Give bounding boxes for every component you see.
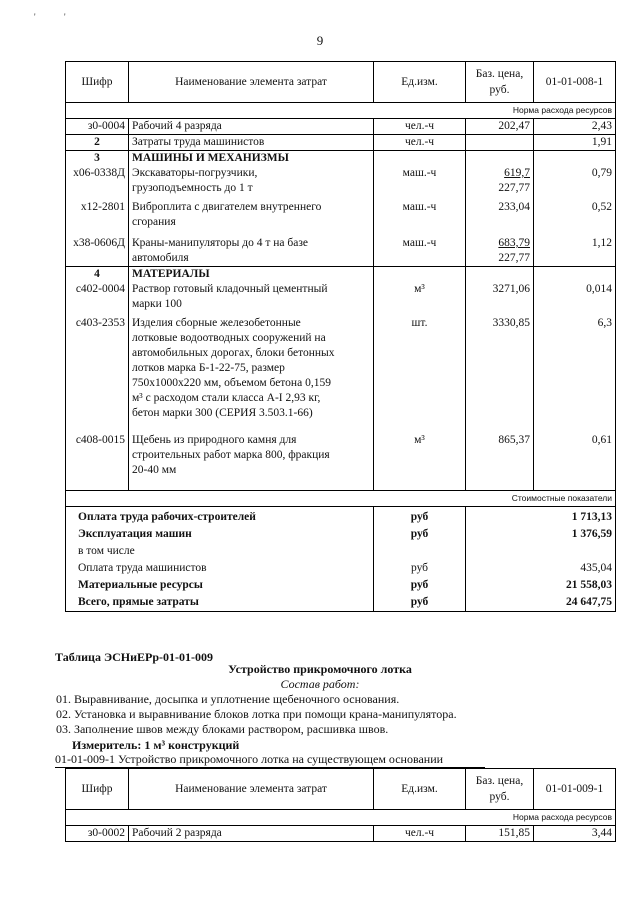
row-unit: маш.-ч [374, 196, 466, 230]
resource-table-01-01-008-1 [65, 61, 616, 612]
row-unit: маш.-ч [374, 230, 466, 267]
row-unit: м³ [374, 421, 466, 478]
row-price: 865,37 [466, 421, 534, 478]
table-row [66, 282, 616, 312]
row-code: з0-0002 [66, 826, 129, 842]
row-name: Рабочий 4 разряда [129, 119, 374, 135]
row-price: 3330,85 [466, 312, 534, 421]
header-price: Баз. цена, руб. [466, 62, 534, 103]
norm-note: Норма расхода ресурсов [66, 810, 616, 826]
header-rate-code: 01-01-009-1 [534, 769, 616, 810]
scan-mark: ' [64, 12, 66, 22]
row-norm: 0,52 [534, 196, 616, 230]
section-title: МАТЕРИАЛЫ [129, 267, 374, 283]
section-machines [66, 151, 616, 167]
rate-subheading: 01-01-009-1 Устройство прикромочного лотка на существующем основании [55, 752, 485, 768]
row-norm: 2,43 [534, 119, 616, 135]
summary-row: Оплата труда машинистов руб 435,04 [66, 560, 616, 577]
table-row [66, 196, 616, 230]
row-unit: м³ [374, 282, 466, 312]
row-code: с403-2353 [66, 312, 129, 421]
row-name: Рабочий 2 разряда [129, 826, 374, 842]
section-title: МАШИНЫ И МЕХАНИЗМЫ [129, 151, 374, 167]
row-name: Виброплита с двигателем внутреннего сгорания [129, 196, 374, 230]
summary-row: Эксплуатация машин руб 1 376,59 [66, 526, 616, 543]
row-norm: 0,61 [534, 421, 616, 478]
works-subtitle: Состав работ: [280, 677, 360, 691]
table-label: Таблица ЭСНиЕРр-01-01-009 [55, 650, 214, 664]
section-number: 4 [66, 267, 129, 283]
summary-row: в том числе [66, 543, 616, 560]
scan-mark: ' [34, 12, 36, 22]
row-code: с408-0015 [66, 421, 129, 478]
row-unit: чел.-ч [374, 826, 466, 842]
header-unit: Ед.изм. [374, 769, 466, 810]
row-price: 3271,06 [466, 282, 534, 312]
norm-note: Норма расхода ресурсов [66, 103, 616, 119]
row-unit: шт. [374, 312, 466, 421]
header-name: Наименование элемента затрат [129, 62, 374, 103]
header-unit: Ед.изм. [374, 62, 466, 103]
section-materials [66, 267, 616, 283]
measurement-unit: Измеритель: 1 м³ конструкций [72, 738, 240, 752]
page-number: 9 [316, 33, 324, 48]
row-name: Затраты труда машинистов [129, 135, 374, 151]
summary-row: Материальные ресурсы руб 21 558,03 [66, 577, 616, 594]
resource-table-01-01-009-1 [65, 768, 616, 842]
table-row [66, 312, 616, 421]
row-price: 619,7 227,77 [466, 166, 534, 196]
table-row [66, 826, 616, 842]
row-price: 683,79 227,77 [466, 230, 534, 267]
summary-row: Оплата труда рабочих-строителей руб 1 713,13 [66, 506, 616, 526]
row-code: з0-0004 [66, 119, 129, 135]
header-code: Шифр [66, 769, 129, 810]
row-norm: 0,79 [534, 166, 616, 196]
cost-note: Стоимостные показатели [66, 490, 616, 506]
row-unit: чел.-ч [374, 119, 466, 135]
header-name: Наименование элемента затрат [129, 769, 374, 810]
row-code: 2 [66, 135, 129, 151]
row-name: Раствор готовый кладочный цементный марки 100 [129, 282, 374, 312]
row-code: х12-2801 [66, 196, 129, 230]
table-row [66, 230, 616, 267]
row-code: х38-0606Д [66, 230, 129, 267]
row-unit: маш.-ч [374, 166, 466, 196]
table-row [66, 135, 616, 151]
row-price [466, 135, 534, 151]
table-title: Устройство прикромочного лотка [228, 662, 412, 676]
table-row [66, 119, 616, 135]
table-header [66, 769, 616, 810]
row-norm: 6,3 [534, 312, 616, 421]
work-item: 03. Заполнение швов между блоками раствором, расшивка швов. [56, 722, 389, 736]
work-item: 01. Выравнивание, досыпка и уплотнение щебеночного основания. [56, 692, 400, 706]
row-norm: 3,44 [534, 826, 616, 842]
row-name: Краны-манипуляторы до 4 т на базе автомобиля [129, 230, 374, 267]
header-code: Шифр [66, 62, 129, 103]
row-price: 233,04 [466, 196, 534, 230]
row-code: х06-0338Д [66, 166, 129, 196]
table-row [66, 421, 616, 478]
row-code: с402-0004 [66, 282, 129, 312]
row-norm: 1,91 [534, 135, 616, 151]
row-price: 202,47 [466, 119, 534, 135]
work-item: 02. Установка и выравнивание блоков лотка при помощи крана-манипулятора. [56, 707, 457, 721]
summary-row: Всего, прямые затраты руб 24 647,75 [66, 594, 616, 612]
table-row [66, 166, 616, 196]
row-norm: 0,014 [534, 282, 616, 312]
row-unit: чел.-ч [374, 135, 466, 151]
header-price: Баз. цена, руб. [466, 769, 534, 810]
row-price: 151,85 [466, 826, 534, 842]
row-name: Изделия сборные железобетонные лотковые водоотводных сооружений на автомобильных дорогах, блоки бетонных лотков марка Б-1-22-75, размер 750х1000х220 мм, объемом бетона 0,159 м³ с расходом стали класса А-I 2,93 кг, бетон марки 300 (СЕРИЯ 3.503.1-66) [129, 312, 374, 421]
table-header [66, 62, 616, 103]
row-norm: 1,12 [534, 230, 616, 267]
section-number: 3 [66, 151, 129, 167]
header-rate-code: 01-01-008-1 [534, 62, 616, 103]
row-name: Экскаваторы-погрузчики, грузоподъемность до 1 т [129, 166, 374, 196]
row-name: Щебень из природного камня для строительных работ марка 800, фракция 20-40 мм [129, 421, 374, 478]
